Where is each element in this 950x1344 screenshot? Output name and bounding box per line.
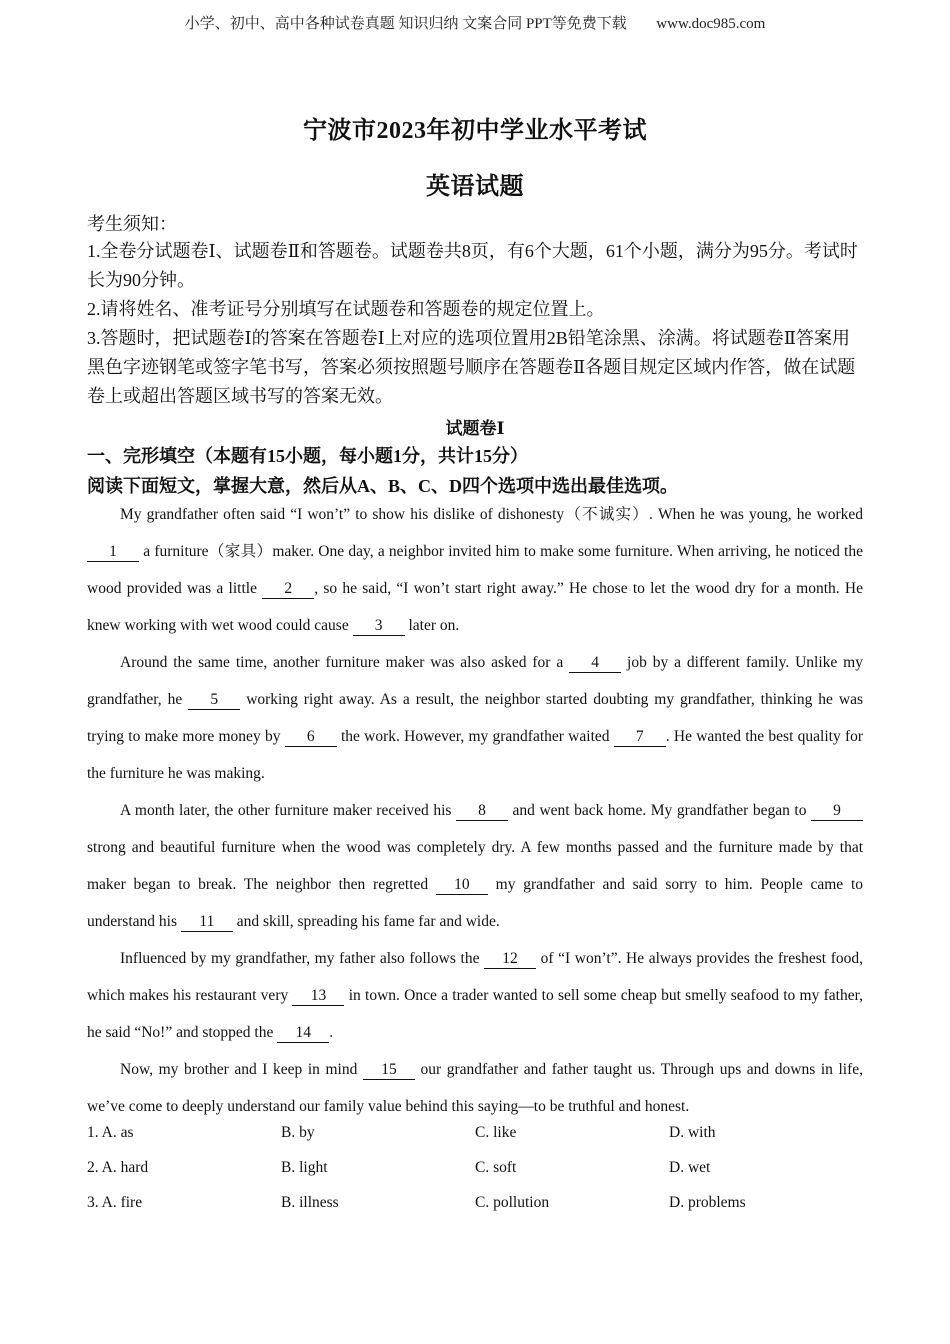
- passage-paragraph: Around the same time, another furniture maker was also asked for a 4 job by a different family. Unlike my grandfather, he 5 working right away. As a result, the neighbor started doubting my grandfather, thinking he was trying to make more money by 6 the work. However, my grandfather waited 7 . He wanted the best quality for the furniture he was making.: [87, 654, 864, 782]
- option-1d[interactable]: D. with: [669, 1124, 716, 1141]
- passage-paragraph: Influenced by my grandfather, my father also follows the 12 of “I won’t”. He always provides the freshest food, which makes his restaurant very 13 in town. Once a trader wanted to sell some cheap but smelly seafood to my father, he said “No!” and stopped the 14 .: [87, 950, 863, 1041]
- blank-1[interactable]: 1: [87, 543, 139, 562]
- blank-13[interactable]: 13: [292, 987, 344, 1006]
- option-1c[interactable]: C. like: [475, 1124, 517, 1141]
- header-promo-text: 小学、初中、高中各种试卷真题 知识归纳 文案合同 PPT等免费下载: [184, 16, 627, 32]
- option-2d[interactable]: D. wet: [669, 1159, 711, 1176]
- passage-paragraph: Now, my brother and I keep in mind 15 our grandfather and father taught us. Through ups and downs in life, we’ve come to deeply understand our family value behind this saying—to be truthful and honest.: [87, 1061, 863, 1115]
- option-1b[interactable]: B. by: [281, 1124, 315, 1141]
- exam-subtitle: 英语试题: [426, 174, 524, 200]
- option-row-1: [87, 1124, 867, 1159]
- notice-item-1: 1.全卷分试题卷Ⅰ、试题卷Ⅱ和答题卷。试题卷共8页，有6个大题，61个小题，满分为95分。考试时长为90分钟。: [87, 241, 858, 290]
- notice-item-2: 2.请将姓名、准考证号分别填写在试题卷和答题卷的规定位置上。: [87, 299, 605, 319]
- notice-heading: 考生须知：: [87, 214, 177, 234]
- option-2c[interactable]: C. soft: [475, 1159, 517, 1176]
- option-1a[interactable]: 1. A. as: [87, 1124, 134, 1141]
- option-3d[interactable]: D. problems: [669, 1194, 746, 1211]
- part1-title: 一、完形填空（本题有15小题，每小题1分，共计15分）: [87, 446, 528, 466]
- option-2a[interactable]: 2. A. hard: [87, 1159, 149, 1176]
- blank-8[interactable]: 8: [456, 802, 508, 821]
- option-row-2: [87, 1159, 867, 1194]
- blank-5[interactable]: 5: [188, 691, 240, 710]
- blank-4[interactable]: 4: [569, 654, 621, 673]
- blank-12[interactable]: 12: [484, 950, 536, 969]
- blank-11[interactable]: 11: [181, 913, 233, 932]
- part1-instruction: 阅读下面短文，掌握大意，然后从A、B、C、D四个选项中选出最佳选项。: [87, 476, 678, 496]
- exam-title: 宁波市2023年初中学业水平考试: [303, 118, 647, 144]
- notice-item-3: 3.答题时，把试题卷Ⅰ的答案在答题卷Ⅰ上对应的选项位置用2B铅笔涂黑、涂满。将试题卷Ⅱ答案用黑色字迹钢笔或签字笔书写，答案必须按照题号顺序在答题卷Ⅱ各题目规定区域内作答，做在试题卷上或超出答题区域书写的答案无效。: [87, 328, 856, 406]
- blank-2[interactable]: 2: [262, 580, 314, 599]
- blank-15[interactable]: 15: [363, 1061, 415, 1080]
- cloze-passage: [87, 496, 863, 1125]
- blank-14[interactable]: 14: [277, 1024, 329, 1043]
- option-3c[interactable]: C. pollution: [475, 1194, 550, 1211]
- section-title: 试题卷Ⅰ: [445, 419, 505, 438]
- header-website[interactable]: www.doc985.com: [656, 16, 766, 32]
- option-2b[interactable]: B. light: [281, 1159, 328, 1176]
- passage-paragraph: My grandfather often said “I won’t” to show his dislike of dishonesty（不诚实）. When he was young, he worked 1 a furniture（家具）maker. One day, a neighbor invited him to make some furniture. When arriving, he noticed the wood provided was a little 2 , so he said, “I won’t start right away.” He chose to let the wood dry for a month. He knew working with wet wood could cause 3 later on.: [87, 506, 863, 634]
- page-header: [0, 12, 950, 33]
- blank-10[interactable]: 10: [436, 876, 488, 895]
- blank-7[interactable]: 7: [614, 728, 666, 747]
- blank-6[interactable]: 6: [285, 728, 337, 747]
- option-3b[interactable]: B. illness: [281, 1194, 339, 1211]
- option-3a[interactable]: 3. A. fire: [87, 1194, 143, 1211]
- blank-9[interactable]: 9: [811, 802, 863, 821]
- blank-3[interactable]: 3: [353, 617, 405, 636]
- option-row-3: [87, 1194, 867, 1229]
- passage-paragraph: A month later, the other furniture maker received his 8 and went back home. My grandfather began to 9 strong and beautiful furniture when the wood was completely dry. A few months passed and the furniture made by that maker began to break. The neighbor then regretted 10 my grandfather and said sorry to him. People came to understand his 11 and skill, spreading his fame far and wide.: [87, 802, 864, 930]
- options-list: [87, 1124, 867, 1229]
